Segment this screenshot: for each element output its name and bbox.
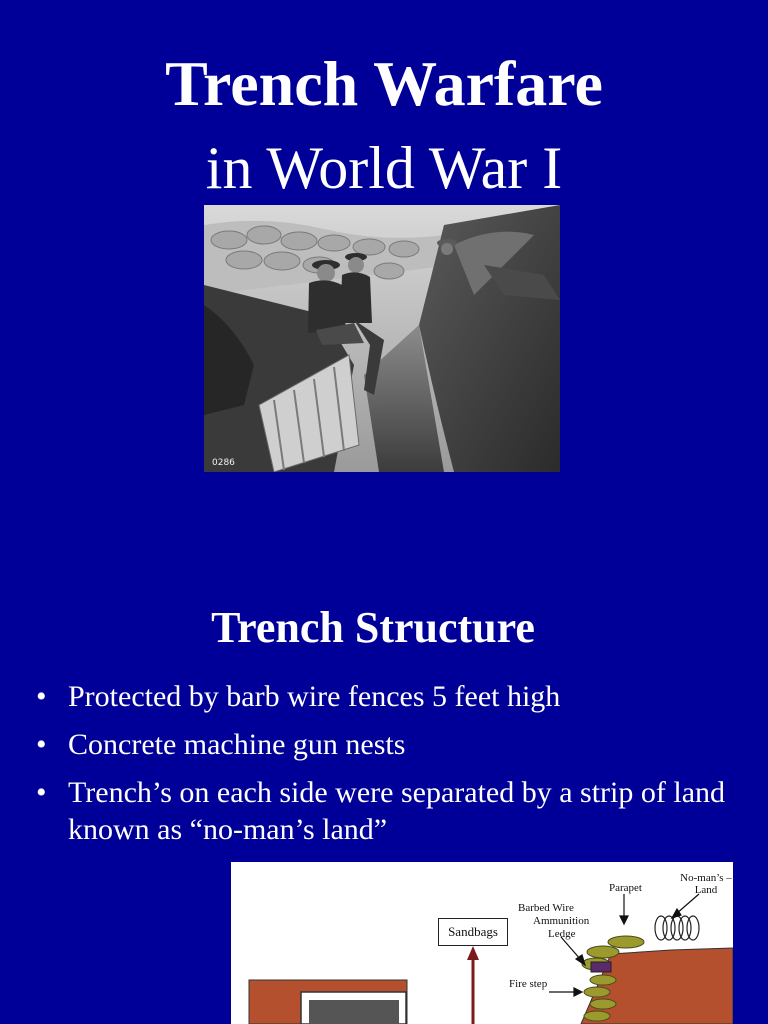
bullet-text: Trench’s on each side were separated by a strip of land known as “no-man’s land”	[68, 776, 726, 846]
bullet-item	[36, 726, 736, 763]
label-ledge: Ledge	[548, 928, 576, 940]
photo-caption: 0286	[212, 458, 235, 468]
bullet-item	[36, 678, 736, 715]
trench-diagram	[231, 862, 733, 1024]
label-no-mans-land: No-man’s –Land	[680, 872, 732, 896]
bullet-icon: •	[36, 776, 47, 809]
label-fire-step: Fire step	[509, 978, 548, 990]
label-ammunition: Ammunition	[533, 915, 590, 927]
bullet-text: Protected by barb wire fences 5 feet high	[68, 680, 561, 713]
section-heading: Trench Structure	[211, 603, 535, 652]
trench-photo-image	[204, 205, 560, 472]
bullet-text: Concrete machine gun nests	[68, 728, 406, 761]
slide-title: Trench Warfare	[165, 48, 603, 119]
label-sandbags: Sandbags	[438, 918, 508, 946]
bullet-list	[36, 678, 736, 859]
bullet-icon: •	[36, 680, 47, 713]
label-parapet: Parapet	[609, 882, 642, 894]
bullet-item	[36, 774, 736, 848]
trench-photo	[204, 205, 560, 472]
slide-subtitle-line: in World War I	[205, 135, 563, 201]
bullet-icon: •	[36, 728, 47, 761]
label-barbed-wire: Barbed Wire	[518, 902, 574, 914]
